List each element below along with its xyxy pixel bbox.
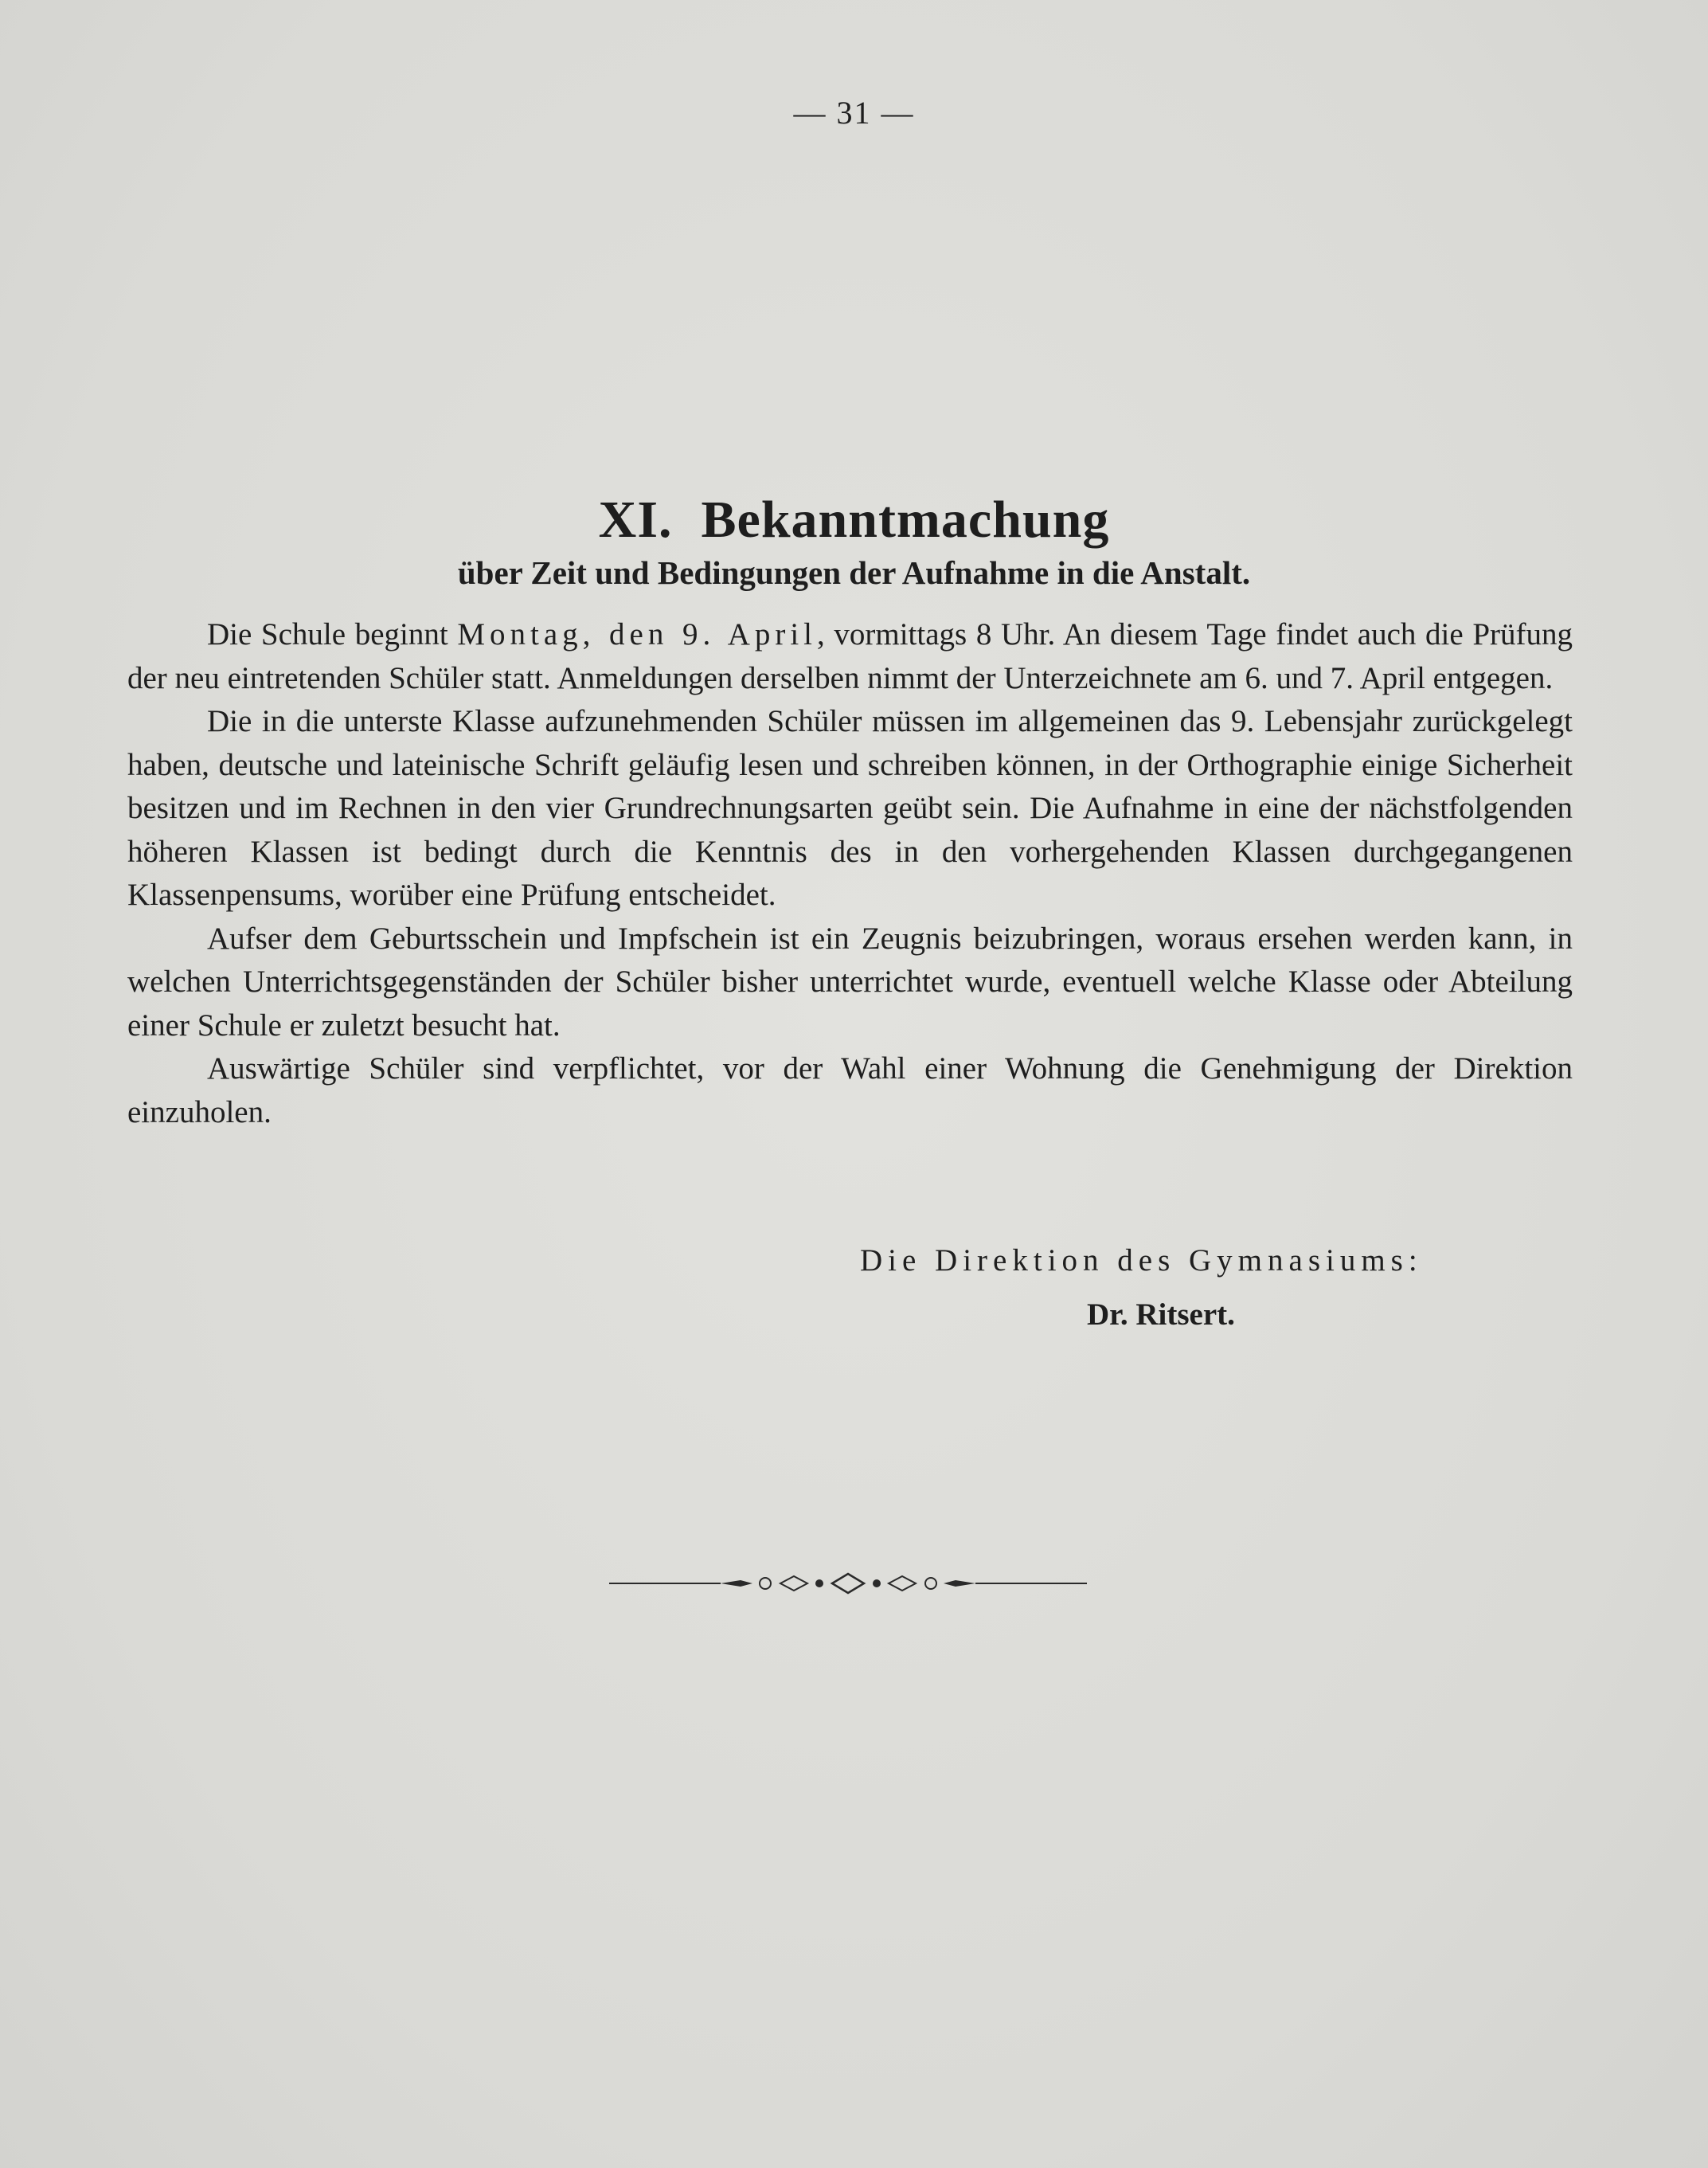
paragraph-start-date bbox=[127, 613, 1573, 700]
section-heading bbox=[0, 490, 1708, 550]
paragraph-external-students: Auswärtige Schüler sind verpflichtet, vor der Wahl einer Wohnung die Genehmigung der Direktion einzuholen. bbox=[127, 1051, 1573, 1129]
page-number: — 31 — bbox=[793, 95, 915, 131]
paragraph-start-date-intro: Die Schule beginnt bbox=[207, 617, 458, 652]
paragraph-start-date-rest: , vormittags 8 Uhr. An diesem Tage findet auch die Prüfung der neu eintretenden Schüler statt. Anmeldungen derselben nimmt der Unterzeichnete am 6. und 7. April entgegen. bbox=[127, 617, 1573, 695]
paragraph-required-documents: Aufser dem Geburtsschein und Impfschein ist ein Zeugnis beizubringen, woraus ersehen werden kann, in welchen Unterrichtsgegenständen der Schüler bisher unterrichtet wurde, eventuell welche Klasse oder Abteilung einer Schule er zuletzt besucht hat. bbox=[127, 921, 1573, 1043]
section-title: Bekanntmachung bbox=[701, 491, 1110, 549]
paragraph-admission-requirements: Die in die unterste Klasse aufzunehmenden Schüler müssen im allgemeinen das 9. Lebensjahr zurückgelegt haben, deutsche und lateinische Schrift geläufig lesen und schreiben können, in der Orthographie einige Sicherheit besitzen und im Rechnen in den vier Grundrechnungsarten geübt sein. Die Aufnahme in eine der nächstfolgenden höheren Klassen ist bedingt durch die Kenntnis des in den vorhergehenden Klassen durchgegangenen Klassenpensums, worüber eine Prüfung entscheidet. bbox=[127, 704, 1573, 912]
start-date-emphasis: Montag, den 9. April bbox=[457, 617, 818, 652]
signature-organization: Die Direktion des Gymnasiums: bbox=[860, 1243, 1423, 1278]
section-subheading: über Zeit und Bedingungen der Aufnahme in die Anstalt. bbox=[457, 554, 1251, 591]
document-body bbox=[127, 613, 1573, 1134]
section-numeral: XI. bbox=[598, 491, 673, 549]
signature-name: Dr. Ritsert. bbox=[1087, 1297, 1235, 1332]
decorative-divider-icon bbox=[609, 1567, 1087, 1599]
